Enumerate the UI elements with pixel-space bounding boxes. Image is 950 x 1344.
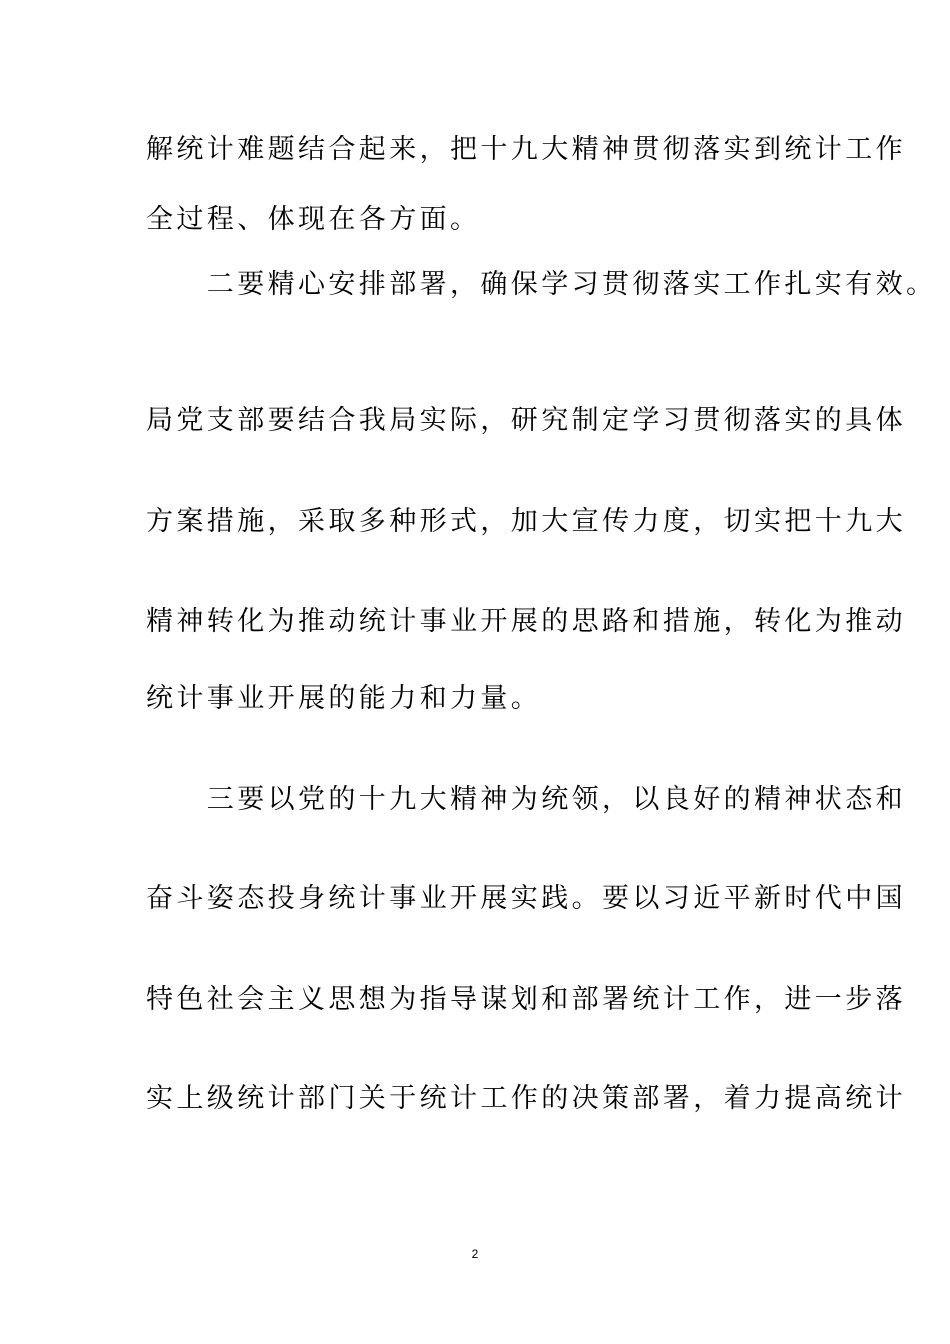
text-line: 精神转化为推动统计事业开展的思路和措施，转化为推动 [146, 606, 906, 637]
paragraph-start-line: 二要精心安排部署，确保学习贯彻落实工作扎实有效。 [146, 269, 937, 300]
text-line: 奋斗姿态投身统计事业开展实践。要以习近平新时代中国 [146, 883, 906, 914]
text-line: 解统计难题结合起来，把十九大精神贯彻落实到统计工作 [146, 134, 906, 165]
page-number: 2 [471, 1247, 479, 1261]
text-line: 全过程、体现在各方面。 [146, 204, 481, 235]
text-line: 特色社会主义思想为指导谋划和部署统计工作，进一步落 [146, 984, 906, 1015]
text-line: 统计事业开展的能力和力量。 [146, 683, 542, 714]
text-line: 局党支部要结合我局实际，研究制定学习贯彻落实的具体 [146, 405, 906, 436]
text-line: 方案措施，采取多种形式，加大宣传力度，切实把十九大 [146, 506, 906, 537]
text-line: 实上级统计部门关于统计工作的决策部署，着力提高统计 [146, 1083, 906, 1114]
paragraph-start-line: 三要以党的十九大精神为统领，以良好的精神状态和 [146, 784, 906, 815]
